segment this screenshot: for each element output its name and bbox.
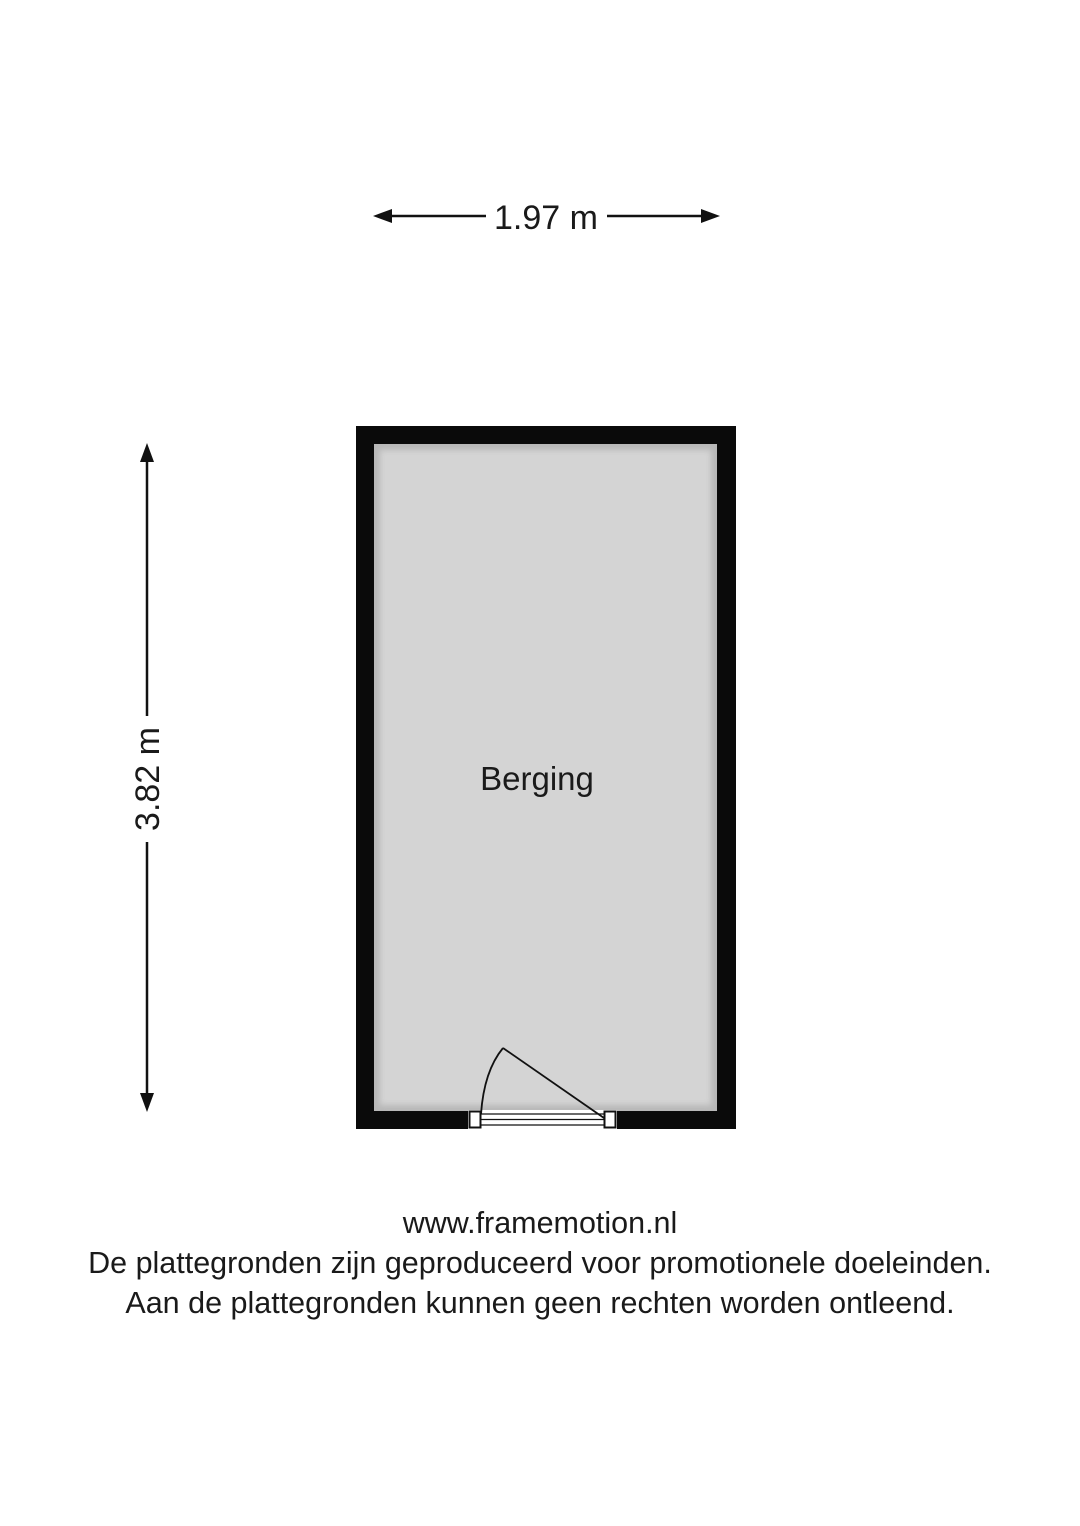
width-label: 1.97 m bbox=[494, 199, 598, 237]
width-arrow-right bbox=[701, 209, 720, 223]
disclaimer-line-2: Aan de plattegronden kunnen geen rechten worden ontleend. bbox=[125, 1286, 955, 1320]
width-arrow-left bbox=[373, 209, 392, 223]
room-berging bbox=[356, 426, 736, 1129]
footer bbox=[0, 1203, 1080, 1323]
width-dimension bbox=[373, 199, 720, 237]
height-dimension bbox=[129, 443, 167, 1112]
door-jamb-left bbox=[470, 1112, 481, 1128]
height-label: 3.82 m bbox=[129, 727, 167, 831]
height-arrow-bottom bbox=[140, 1093, 154, 1112]
disclaimer-line-1: De plattegronden zijn geproduceerd voor promotionele doeleinden. bbox=[88, 1246, 992, 1280]
room-label: Berging bbox=[480, 760, 594, 797]
height-arrow-top bbox=[140, 443, 154, 462]
door-jamb-right bbox=[605, 1112, 616, 1128]
website-text: www.framemotion.nl bbox=[402, 1206, 678, 1240]
